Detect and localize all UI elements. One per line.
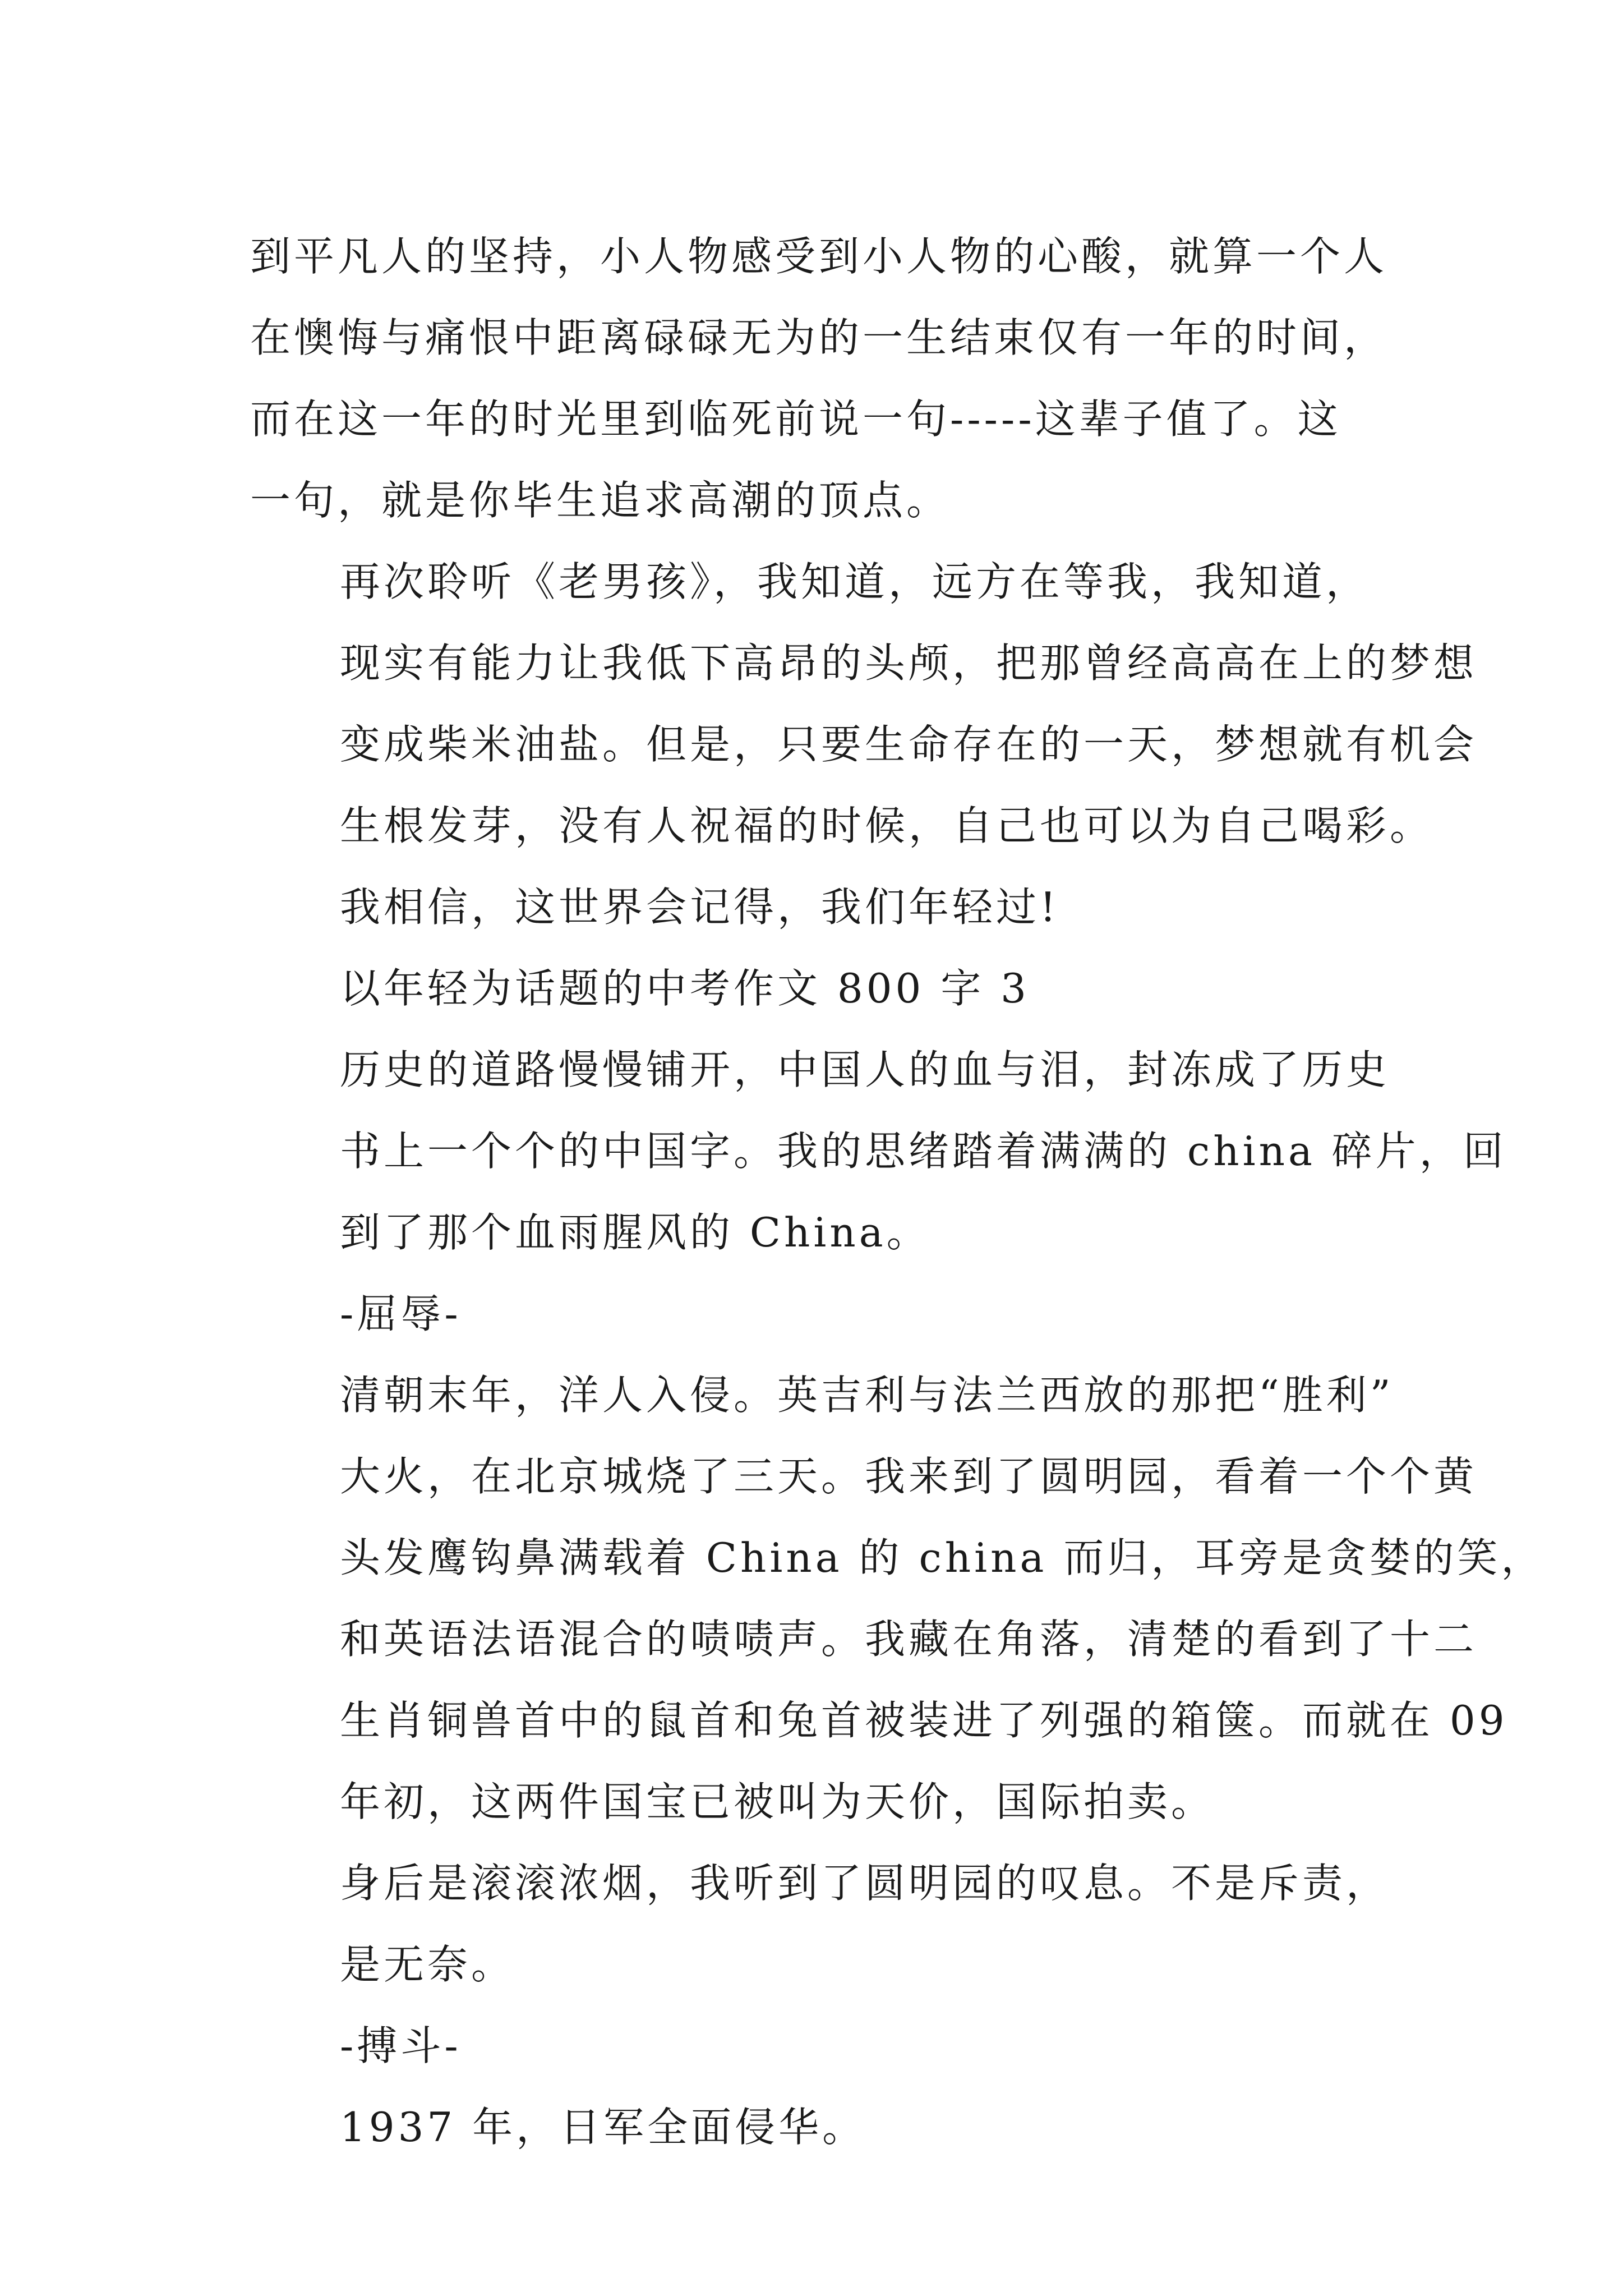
paragraph-line: 到平凡人的坚持，小人物感受到小人物的心酸，就算一个人: [250, 233, 1388, 280]
paragraph-line: 在懊悔与痛恨中距离碌碌无为的一生结束仅有一年的时间，: [250, 314, 1388, 361]
paragraph-line: 历史的道路慢慢铺开，中国人的血与泪，封冻成了历史: [340, 1046, 1390, 1093]
paragraph-line: -搏斗-: [340, 2022, 462, 2069]
paragraph: [250, 948, 1400, 1029]
paragraph-line: 到了那个血雨腥风的 China。: [340, 1209, 930, 1256]
paragraph-line: -屈辱-: [340, 1290, 462, 1337]
paragraph: [250, 541, 1478, 867]
paragraph-line: 头发鹰钩鼻满载着 China 的 china 而归，耳旁是贪婪的笑，: [340, 1534, 1545, 1581]
paragraph-line: 以年轻为话题的中考作文 800 字 3: [340, 965, 1030, 1012]
paragraph-line: 生根发芽，没有人祝福的时候，自己也可以为自己喝彩。: [340, 802, 1434, 849]
paragraph-line: 大火，在北京城烧了三天。我来到了圆明园，看着一个个黄: [340, 1453, 1478, 1500]
paragraph-line: 而在这一年的时光里到临死前说一句-----这辈子值了。这: [250, 395, 1341, 443]
paragraph: [250, 1355, 1545, 1843]
paragraph-line: 是无奈。: [340, 1941, 515, 1988]
paragraph-line: 书上一个个的中国字。我的思绪踏着满满的 china 碎片，回: [340, 1128, 1507, 1175]
paragraph: [250, 2087, 1400, 2168]
paragraph-line: 清朝末年，洋人入侵。英吉利与法兰西放的那把“胜利”: [340, 1372, 1394, 1419]
paragraph: [250, 2005, 1400, 2087]
paragraph-line: 一句，就是你毕生追求高潮的顶点。: [250, 477, 951, 524]
paragraph-line: 生肖铜兽首中的鼠首和兔首被装进了列强的箱箧。而就在 09: [340, 1697, 1508, 1744]
paragraph: [250, 867, 1400, 948]
paragraph: [250, 1273, 1400, 1355]
paragraph-line: 和英语法语混合的啧啧声。我藏在角落，清楚的看到了十二: [340, 1616, 1478, 1663]
paragraph-line: 变成柴米油盐。但是，只要生命存在的一天，梦想就有机会: [340, 721, 1478, 768]
paragraph-line: 我相信，这世界会记得，我们年轻过!: [340, 884, 1059, 931]
paragraph: [250, 216, 1400, 541]
paragraph-line: 现实有能力让我低下高昂的头颅，把那曾经高高在上的梦想: [340, 639, 1478, 687]
paragraph-line: 年初，这两件国宝已被叫为天价，国际拍卖。: [340, 1778, 1215, 1825]
paragraph-line: 1937 年，日军全面侵华。: [340, 2104, 866, 2151]
paragraph: [250, 1029, 1507, 1273]
document-body: [250, 216, 1545, 2168]
paragraph: [250, 1843, 1400, 2005]
paragraph-line: 再次聆听《老男孩》，我知道，远方在等我，我知道，: [340, 558, 1370, 605]
paragraph-line: 身后是滚滚浓烟，我听到了圆明园的叹息。不是斥责，: [340, 1860, 1390, 1907]
